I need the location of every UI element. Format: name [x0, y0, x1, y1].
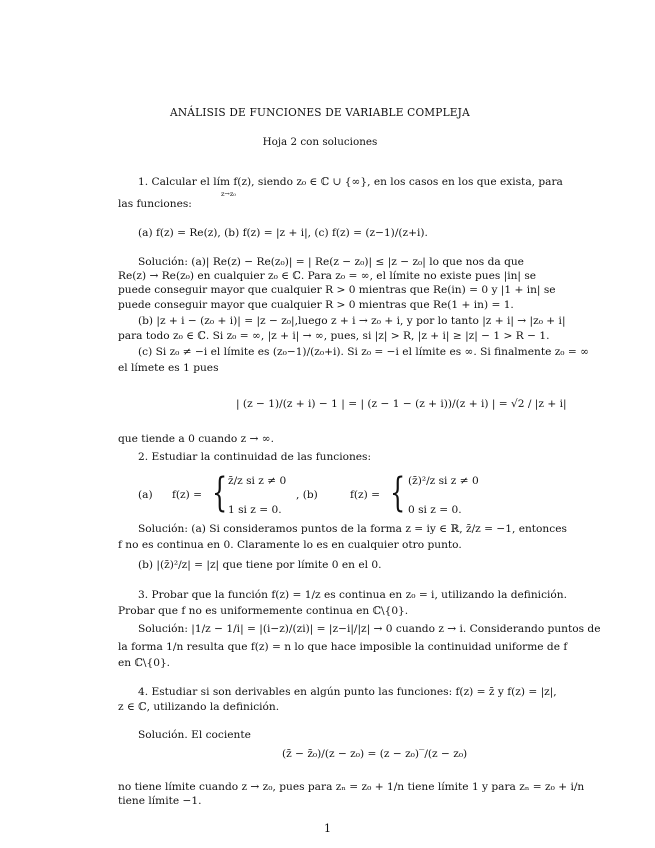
- problem-2b-case-2: 0 si z = 0.: [408, 504, 462, 516]
- solution-1a-line2: Re(z) → Re(z₀) en cualquier z₀ ∈ ℂ. Para z₀ = ∞, el límite no existe pues |in| se: [118, 270, 537, 282]
- solution-1c-conclusion: que tiende a 0 cuando z → ∞.: [118, 433, 274, 445]
- solution-4-intro: Solución. El cociente: [138, 729, 251, 741]
- solution-4-line2: tiene límite −1.: [118, 795, 202, 807]
- problem-4-statement: 4. Estudiar si son derivables en algún punto las funciones: f(z) = z̄ y f(z) = |z|,: [138, 686, 557, 698]
- solution-1b-line2: para todo z₀ ∈ ℂ. Si z₀ = ∞, |z + i| → ∞, pues, si |z| > R, |z + i| ≥ |z| − 1 > R − 1.: [118, 330, 550, 342]
- left-brace-icon: {: [212, 470, 228, 516]
- solution-2a-line1: Solución: (a) Si consideramos puntos de la forma z = iy ∈ ℝ, z̄/z = −1, entonces: [138, 523, 567, 535]
- problem-2a-case-1: z̄/z si z ≠ 0: [228, 475, 287, 487]
- problem-1-statement-cont: las funciones:: [118, 198, 192, 210]
- solution-2a-line2: f no es continua en 0. Claramente lo es en cualquier otro punto.: [118, 539, 462, 551]
- problem-2b-case-1: (z̄)²/z si z ≠ 0: [408, 475, 479, 487]
- document-subtitle: Hoja 2 con soluciones: [262, 136, 378, 148]
- problem-2a-label: (a): [138, 489, 153, 501]
- problem-2-statement: 2. Estudiar la continuidad de las funciones:: [138, 451, 372, 463]
- display-equation-2: (z̄ − z̄₀)/(z − z₀) = (z − z₀)‾/(z − z₀): [282, 748, 468, 760]
- problem-3-statement-cont: Probar que f no es uniformemente continua en ℂ\{0}.: [118, 605, 409, 617]
- document-title: ANÁLISIS DE FUNCIONES DE VARIABLE COMPLEJA: [170, 106, 470, 119]
- solution-2b: (b) |(z̄)²/z| = |z| que tiene por límite 0 en el 0.: [138, 559, 382, 571]
- problem-4-statement-cont: z ∈ ℂ, utilizando la definición.: [118, 701, 280, 713]
- solution-1a-line1: Solución: (a)| Re(z) − Re(z₀)| = | Re(z − z₀)| ≤ |z − z₀| lo que nos da que: [138, 256, 524, 268]
- problem-2a-function: f(z) =: [172, 489, 203, 501]
- solution-3-line1: Solución: |1/z − 1/i| = |(i−z)/(zi)| = |z−i|/|z| → 0 cuando z → i. Considerando puntos de: [138, 623, 601, 635]
- solution-1a-line4: puede conseguir mayor que cualquier R > 0 mientras que Re(1 + in) = 1.: [118, 299, 514, 311]
- solution-1b-line1: (b) |z + i − (z₀ + i)| = |z − z₀|,luego z + i → z₀ + i, y por lo tanto |z + i| → |z₀ + i|: [138, 315, 566, 327]
- solution-3-line3: en ℂ\{0}.: [118, 657, 171, 669]
- problem-3-statement: 3. Probar que la función f(z) = 1/z es continua en z₀ = i, utilizando la definición.: [138, 589, 567, 601]
- solution-1a-line3: puede conseguir mayor que cualquier R > 0 mientras que Re(in) = 0 y |1 + in| se: [118, 284, 556, 296]
- left-brace-icon: {: [390, 470, 406, 516]
- problem-1-cases: (a) f(z) = Re(z), (b) f(z) = |z + i|, (c) f(z) = (z−1)/(z+i).: [138, 227, 428, 239]
- solution-1c-line2: el límete es 1 pues: [118, 362, 219, 374]
- solution-1c-line1: (c) Si z₀ ≠ −i el límite es (z₀−1)/(z₀+i). Si z₀ = −i el límite es ∞. Si finalmente z₀ = ∞: [138, 346, 589, 358]
- solution-3-line2: la forma 1/n resulta que f(z) = n lo que hace imposible la continuidad uniforme de f: [118, 641, 568, 653]
- limit-subscript: z→z₀: [221, 190, 236, 198]
- problem-2b-function: f(z) =: [350, 489, 381, 501]
- solution-4-line1: no tiene límite cuando z → z₀, pues para zₙ = z₀ + 1/n tiene límite 1 y para zₙ = z₀ + i/n: [118, 781, 585, 793]
- problem-2b-label: , (b): [296, 489, 318, 501]
- problem-1-statement: 1. Calcular el lím f(z), siendo z₀ ∈ ℂ ∪ {∞}, en los casos en los que exista, para: [138, 176, 563, 188]
- page-number: 1: [324, 822, 331, 835]
- problem-2a-case-2: 1 si z = 0.: [228, 504, 282, 516]
- display-equation-1: | (z − 1)/(z + i) − 1 | = | (z − 1 − (z + i))/(z + i) | = √2 / |z + i|: [236, 398, 567, 410]
